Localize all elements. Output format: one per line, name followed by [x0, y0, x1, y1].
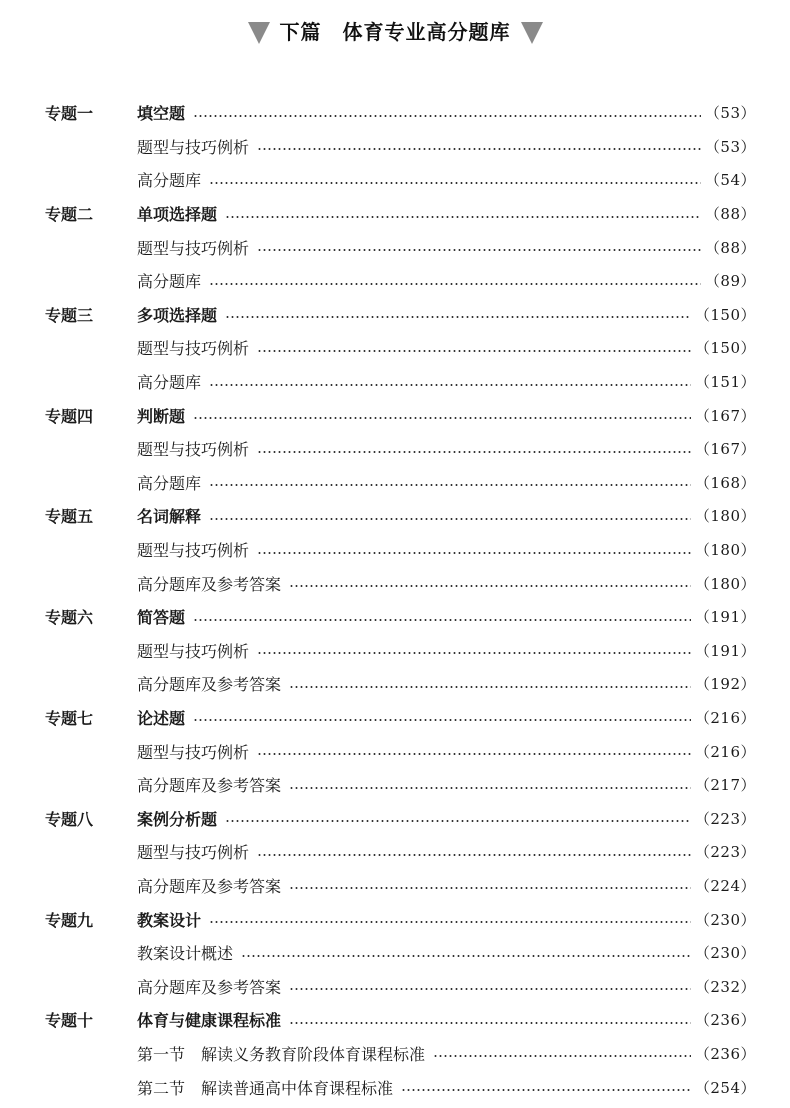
toc-item-row[interactable] — [0, 969, 790, 1003]
item-title: 第二节 解读普通高中体育课程标准 — [137, 1078, 394, 1098]
section-entry — [137, 1008, 756, 1031]
item-entry — [137, 840, 756, 863]
page-number: （88） — [704, 238, 756, 257]
toc-item-row[interactable] — [0, 566, 790, 600]
section-title: 体育与健康课程标准 — [137, 1011, 282, 1031]
dot-leader — [209, 384, 691, 386]
dot-leader — [209, 921, 691, 923]
toc-section-row[interactable] — [0, 298, 790, 332]
item-title: 高分题库及参考答案 — [137, 776, 282, 796]
toc-item-row[interactable] — [0, 1037, 790, 1071]
section-title: 简答题 — [137, 608, 186, 628]
dot-leader — [289, 988, 691, 990]
toc-item-row[interactable] — [0, 331, 790, 365]
toc-section-row[interactable] — [0, 801, 790, 835]
item-title: 第一节 解读义务教育阶段体育课程标准 — [137, 1044, 426, 1064]
dot-leader — [289, 1022, 691, 1024]
toc-section-row[interactable] — [0, 197, 790, 231]
dot-leader — [257, 350, 691, 352]
toc-item-row[interactable] — [0, 230, 790, 264]
section-title: 教案设计 — [137, 910, 202, 930]
section-title: 名词解释 — [137, 507, 202, 527]
item-title: 教案设计概述 — [137, 944, 234, 964]
dot-leader — [225, 216, 701, 218]
section-title: 论述题 — [137, 708, 186, 728]
page-number: （191） — [694, 641, 756, 660]
toc-item-row[interactable] — [0, 734, 790, 768]
page-number: （168） — [694, 473, 756, 492]
toc-item-row[interactable] — [0, 768, 790, 802]
item-entry — [137, 370, 756, 393]
page-number: （217） — [694, 776, 756, 795]
section-entry — [137, 807, 756, 830]
item-title: 题型与技巧例析 — [137, 339, 250, 359]
toc-section-row[interactable] — [0, 701, 790, 735]
page-number: （167） — [694, 440, 756, 459]
page-number: （230） — [694, 944, 756, 963]
item-entry — [137, 336, 756, 359]
item-title: 高分题库 — [137, 473, 202, 493]
item-entry — [137, 437, 756, 460]
item-entry — [137, 168, 756, 191]
section-entry — [137, 605, 756, 628]
section-title: 多项选择题 — [137, 305, 218, 325]
item-entry — [137, 471, 756, 494]
dot-leader — [193, 619, 691, 621]
section-label: 专题八 — [45, 809, 94, 829]
section-label: 专题五 — [45, 507, 94, 527]
toc-item-row[interactable] — [0, 869, 790, 903]
item-title: 题型与技巧例析 — [137, 137, 250, 157]
item-entry — [137, 1076, 756, 1099]
item-entry — [137, 236, 756, 259]
page-number: （192） — [694, 675, 756, 694]
toc-item-row[interactable] — [0, 634, 790, 668]
item-title: 高分题库 — [137, 373, 202, 393]
page-number: （232） — [694, 977, 756, 996]
dot-leader — [241, 955, 691, 957]
item-title: 高分题库及参考答案 — [137, 675, 282, 695]
page-number: （191） — [694, 608, 756, 627]
section-entry — [137, 303, 756, 326]
page-number: （167） — [694, 406, 756, 425]
dot-leader — [209, 518, 691, 520]
dot-leader — [257, 854, 691, 856]
section-title: 判断题 — [137, 406, 186, 426]
page-number: （151） — [694, 373, 756, 392]
page-number: （254） — [694, 1078, 756, 1097]
page-number: （89） — [704, 272, 756, 291]
item-title: 题型与技巧例析 — [137, 742, 250, 762]
section-entry — [137, 908, 756, 931]
section-label: 专题四 — [45, 406, 94, 426]
dot-leader — [257, 148, 701, 150]
page-number: （150） — [694, 339, 756, 358]
item-entry — [137, 941, 756, 964]
page-number: （216） — [694, 708, 756, 727]
dot-leader — [193, 115, 701, 117]
toc-section-row[interactable] — [0, 1003, 790, 1037]
item-title: 高分题库 — [137, 171, 202, 191]
page-number: （223） — [694, 843, 756, 862]
item-entry — [137, 740, 756, 763]
toc-item-row[interactable] — [0, 432, 790, 466]
item-title: 高分题库 — [137, 272, 202, 292]
section-entry — [137, 706, 756, 729]
item-entry — [137, 975, 756, 998]
item-entry — [137, 672, 756, 695]
section-label: 专题六 — [45, 608, 94, 628]
page-number: （180） — [694, 574, 756, 593]
toc-item-row[interactable] — [0, 667, 790, 701]
section-label: 专题一 — [45, 104, 94, 124]
item-title: 高分题库及参考答案 — [137, 876, 282, 896]
toc-item-row[interactable] — [0, 130, 790, 164]
page-number: （53） — [704, 137, 756, 156]
item-entry — [137, 269, 756, 292]
page-number: （54） — [704, 171, 756, 190]
page-number: （223） — [694, 809, 756, 828]
part-title: 下篇 体育专业高分题库 — [279, 20, 511, 44]
toc-section-row[interactable] — [0, 96, 790, 130]
section-title: 案例分析题 — [137, 809, 218, 829]
dot-leader — [289, 787, 691, 789]
dot-leader — [257, 249, 701, 251]
toc-item-row[interactable] — [0, 264, 790, 298]
triangle-down-icon — [521, 22, 543, 44]
page-number: （180） — [694, 507, 756, 526]
page-number: （88） — [704, 205, 756, 224]
item-entry — [137, 874, 756, 897]
item-title: 题型与技巧例析 — [137, 238, 250, 258]
page-number: （180） — [694, 541, 756, 560]
dot-leader — [257, 552, 691, 554]
item-title: 题型与技巧例析 — [137, 541, 250, 561]
item-entry — [137, 773, 756, 796]
section-title: 填空题 — [137, 104, 186, 124]
toc-item-row[interactable] — [0, 365, 790, 399]
page-number: （150） — [694, 305, 756, 324]
part-header — [0, 16, 790, 45]
page-number: （230） — [694, 910, 756, 929]
item-title: 题型与技巧例析 — [137, 843, 250, 863]
table-of-contents — [0, 96, 790, 1104]
toc-item-row[interactable] — [0, 466, 790, 500]
item-entry — [137, 639, 756, 662]
item-entry — [137, 538, 756, 561]
dot-leader — [257, 753, 691, 755]
dot-leader — [209, 283, 701, 285]
item-title: 高分题库及参考答案 — [137, 574, 282, 594]
dot-leader — [225, 820, 691, 822]
section-entry — [137, 404, 756, 427]
dot-leader — [289, 887, 691, 889]
dot-leader — [289, 585, 691, 587]
dot-leader — [257, 451, 691, 453]
page-number: （236） — [694, 1011, 756, 1030]
item-entry — [137, 135, 756, 158]
dot-leader — [225, 316, 691, 318]
section-title: 单项选择题 — [137, 205, 218, 225]
page-number: （224） — [694, 876, 756, 895]
section-entry — [137, 202, 756, 225]
item-title: 题型与技巧例析 — [137, 641, 250, 661]
page-number: （236） — [694, 1044, 756, 1063]
section-label: 专题三 — [45, 305, 94, 325]
toc-item-row[interactable] — [0, 163, 790, 197]
toc-section-row[interactable] — [0, 600, 790, 634]
toc-section-row[interactable] — [0, 499, 790, 533]
dot-leader — [193, 417, 691, 419]
toc-item-row[interactable] — [0, 533, 790, 567]
dot-leader — [433, 1055, 691, 1057]
section-label: 专题二 — [45, 205, 94, 225]
section-entry — [137, 504, 756, 527]
item-title: 题型与技巧例析 — [137, 440, 250, 460]
item-entry — [137, 572, 756, 595]
toc-section-row[interactable] — [0, 902, 790, 936]
toc-item-row[interactable] — [0, 936, 790, 970]
toc-item-row[interactable] — [0, 1070, 790, 1104]
dot-leader — [289, 686, 691, 688]
toc-item-row[interactable] — [0, 835, 790, 869]
toc-section-row[interactable] — [0, 398, 790, 432]
section-entry — [137, 101, 756, 124]
triangle-down-icon — [248, 22, 270, 44]
section-label: 专题九 — [45, 910, 94, 930]
item-title: 高分题库及参考答案 — [137, 977, 282, 997]
dot-leader — [401, 1089, 691, 1091]
dot-leader — [257, 652, 691, 654]
section-label: 专题十 — [45, 1011, 94, 1031]
page-number: （53） — [704, 104, 756, 123]
dot-leader — [209, 484, 691, 486]
section-label: 专题七 — [45, 708, 94, 728]
dot-leader — [209, 182, 701, 184]
dot-leader — [193, 719, 691, 721]
item-entry — [137, 1042, 756, 1065]
page-number: （216） — [694, 742, 756, 761]
